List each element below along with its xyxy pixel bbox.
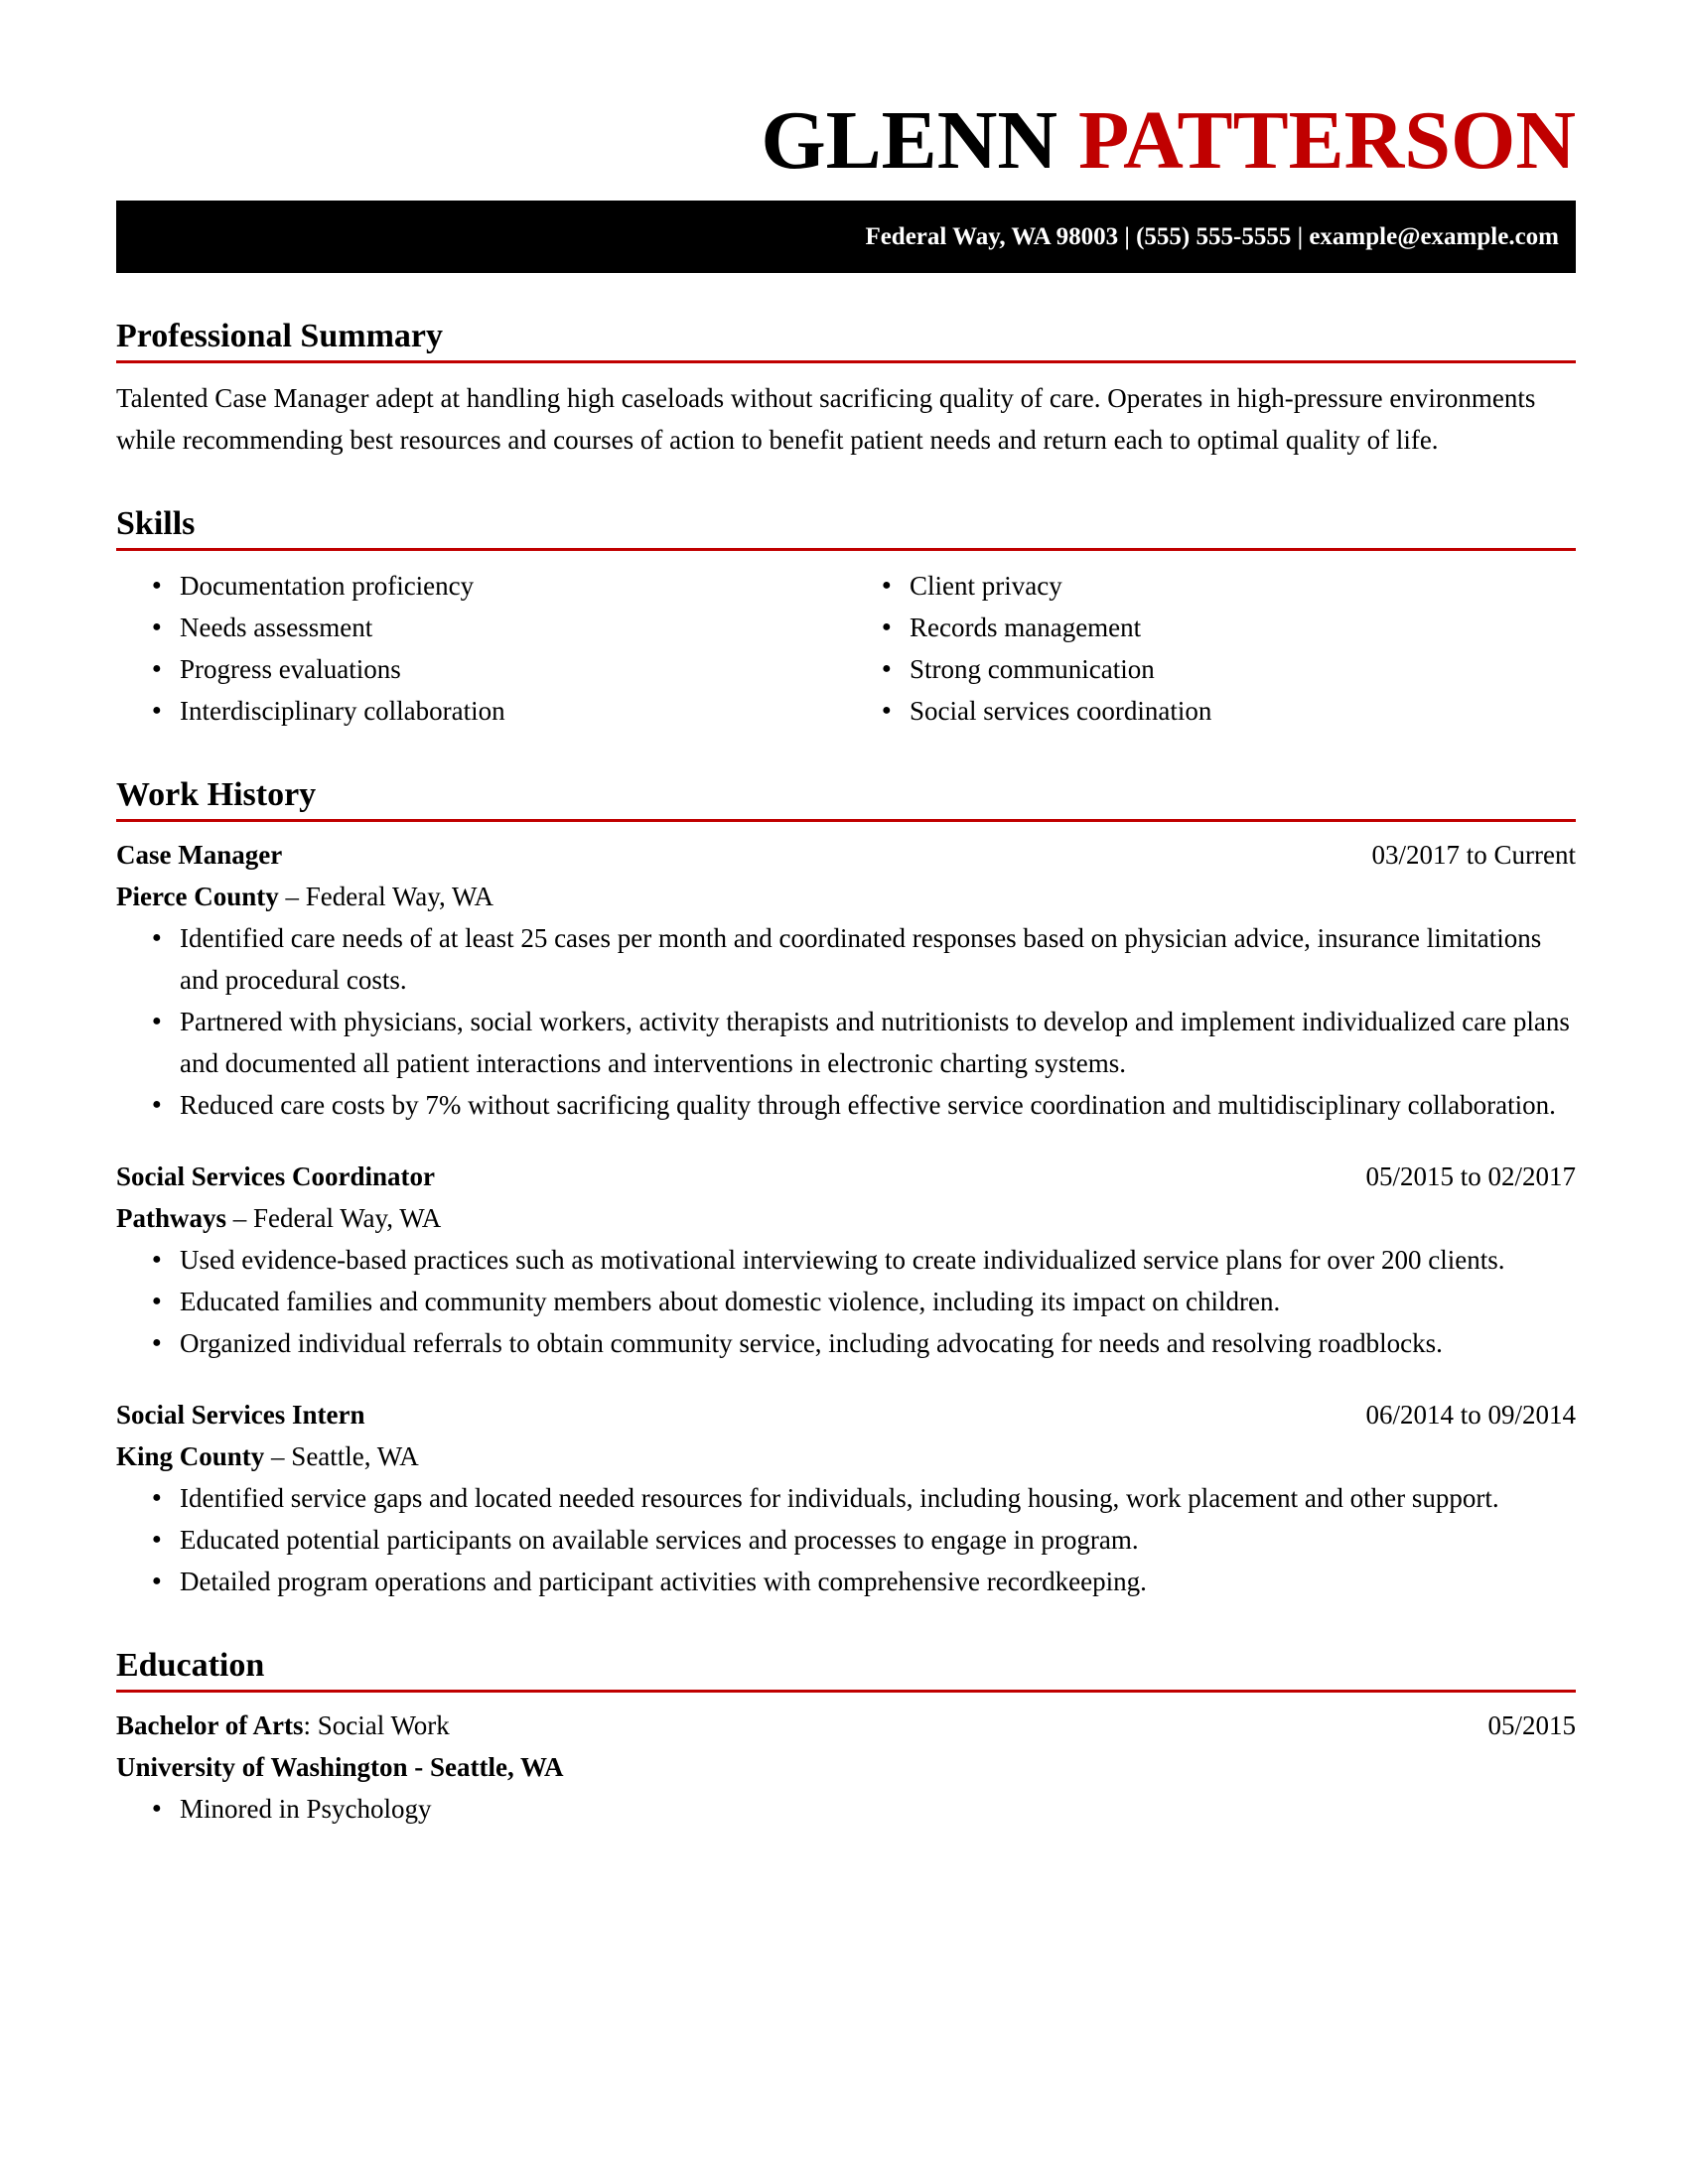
first-name: GLENN	[761, 94, 1058, 187]
field-of-study: : Social Work	[303, 1710, 450, 1740]
skill-item: ● Interdisciplinary collaboration	[116, 690, 846, 732]
section-divider	[116, 548, 1576, 551]
education-entry	[116, 1705, 1576, 1830]
skill-item: ● Progress evaluations	[116, 648, 846, 690]
job-location: – Seattle, WA	[264, 1441, 419, 1471]
school: University of Washington	[116, 1752, 408, 1782]
job-entry	[116, 1156, 1576, 1364]
job-title: Case Manager	[116, 840, 283, 870]
job-bullet: ● Used evidence-based practices such as motivational interviewing to create individualized service plans for over 200 clients.	[116, 1239, 1576, 1281]
job-bullet: ● Educated potential participants on available services and processes to engage in program.	[116, 1519, 1576, 1561]
skills-grid	[116, 565, 1576, 732]
summary-text: Talented Case Manager adept at handling high caseloads without sacrificing quality of care. Operates in high-pressure environments while recommending best resources and courses of action to benefit patient needs and return each to optimal quality of life.	[116, 383, 1536, 455]
job-bullet: ● Organized individual referrals to obtain community service, including advocating for needs and resolving roadblocks.	[116, 1322, 1576, 1364]
employer: Pierce County	[116, 882, 279, 911]
job-location: – Federal Way, WA	[226, 1203, 442, 1233]
job-bullet: ● Detailed program operations and participant activities with comprehensive recordkeeping.	[116, 1561, 1576, 1602]
job-bullet: ● Educated families and community members about domestic violence, including its impact on children.	[116, 1281, 1576, 1322]
resume-page	[116, 0, 1576, 1830]
education-section	[116, 1644, 1576, 1830]
job-bullet: ● Identified care needs of at least 25 cases per month and coordinated responses based on physician advice, insurance limitations and procedural costs.	[116, 917, 1576, 1001]
skill-item: ● Strong communication	[846, 648, 1576, 690]
section-title: Professional Summary	[116, 318, 443, 354]
section-divider	[116, 1690, 1576, 1693]
education-bullet: ● Minored in Psychology	[116, 1788, 1576, 1830]
job-dates: 05/2015 to 02/2017	[1365, 1161, 1576, 1191]
graduation-date: 05/2015	[1487, 1710, 1576, 1740]
employer: Pathways	[116, 1203, 227, 1233]
job-location: – Federal Way, WA	[278, 882, 493, 911]
skills-left-column	[116, 565, 846, 732]
job-title: Social Services Coordinator	[116, 1161, 435, 1191]
contact-bar	[116, 201, 1576, 273]
skill-item: ● Records management	[846, 607, 1576, 648]
skill-item: ● Social services coordination	[846, 690, 1576, 732]
job-bullet: ● Identified service gaps and located needed resources for individuals, including housing, work placement and other support.	[116, 1477, 1576, 1519]
job-title: Social Services Intern	[116, 1400, 365, 1430]
job-bullet: ● Reduced care costs by 7% without sacrificing quality through effective service coordination and multidisciplinary collaboration.	[116, 1084, 1576, 1126]
job-dates: 06/2014 to 09/2014	[1365, 1400, 1576, 1430]
job-entry	[116, 1394, 1576, 1602]
candidate-name	[116, 91, 1576, 191]
skills-section	[116, 502, 1576, 732]
work-history-section	[116, 773, 1576, 1602]
section-title: Work History	[116, 776, 317, 813]
last-name: PATTERSON	[1078, 94, 1576, 187]
job-entry	[116, 834, 1576, 1126]
school-location: - Seattle, WA	[407, 1752, 564, 1782]
section-title: Skills	[116, 505, 196, 542]
section-title: Education	[116, 1647, 265, 1684]
employer: King County	[116, 1441, 265, 1471]
job-dates: 03/2017 to Current	[1371, 840, 1576, 870]
job-bullet: ● Partnered with physicians, social workers, activity therapists and nutritionists to develop and implement individualized care plans and documented all patient interactions and interventions in electronic charting systems.	[116, 1001, 1576, 1084]
skill-item: ● Documentation proficiency	[116, 565, 846, 607]
section-divider	[116, 360, 1576, 363]
contact-info: Federal Way, WA 98003 | (555) 555-5555 | example@example.com	[865, 222, 1559, 250]
skill-item: ● Needs assessment	[116, 607, 846, 648]
skills-right-column	[846, 565, 1576, 732]
skill-item: ● Client privacy	[846, 565, 1576, 607]
section-divider	[116, 819, 1576, 822]
summary-section	[116, 315, 1576, 461]
degree: Bachelor of Arts	[116, 1710, 304, 1740]
